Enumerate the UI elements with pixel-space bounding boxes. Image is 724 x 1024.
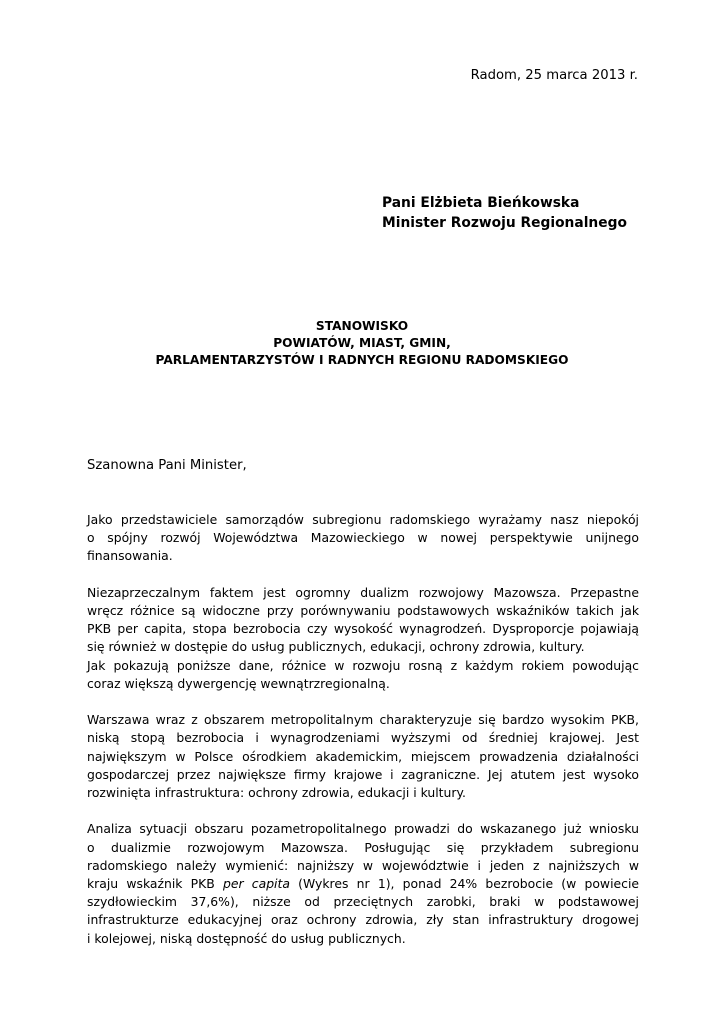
paragraph-line: i kolejowej, niską dostępność do usług publicznych. — [87, 930, 406, 946]
paragraph-line: największym w Polsce ośrodkiem akademickim, miejscem prowadzenia działalności — [87, 748, 639, 764]
paragraph-line: coraz większą dywergencję wewnątrzregionalną. — [87, 675, 390, 691]
paragraph-3 — [87, 711, 639, 802]
paragraph-line: o dualizmie rozwojowym Mazowsza. Posługując się przykładem subregionu — [87, 839, 639, 855]
paragraph-line: się również w dostępie do usług publicznych, edukacji, ochrony zdrowia, kultury. — [87, 639, 585, 655]
paragraph-line: Warszawa wraz z obszarem metropolitalnym charakteryzuje się bardzo wysokim PKB, — [87, 712, 639, 728]
paragraph-line: gospodarczej przez największe firmy krajowe i zagraniczne. Jej atutem jest wysoko — [87, 766, 639, 782]
paragraph-line: rozwinięta infrastruktura: ochrony zdrowia, edukacji i kultury. — [87, 785, 466, 801]
paragraph-line: infrastrukturze edukacyjnej oraz ochrony zdrowia, zły stan infrastruktury drogowej — [87, 912, 639, 928]
paragraph-line: Analiza sytuacji obszaru pozametropolitalnego prowadzi do wskazanego już wniosku — [87, 821, 639, 837]
paragraph-1 — [87, 511, 639, 566]
salutation: Szanowna Pani Minister, — [87, 458, 247, 473]
paragraph-2 — [87, 584, 639, 693]
text-segment: kraju wskaźnik PKB — [87, 876, 223, 892]
paragraph-line: Jako przedstawiciele samorządów subregionu radomskiego wyrażamy nasz niepokój — [87, 512, 639, 527]
paragraph-line: radomskiego należy wymienić: najniższy w województwie i jeden z najniższych w — [87, 857, 639, 873]
heading-line-1: STANOWISKO — [315, 319, 409, 333]
paragraph-line: Niezaprzeczalnym faktem jest ogromny dualizm rozwojowy Mazowsza. Przepastne — [87, 584, 639, 600]
document-heading — [0, 318, 724, 369]
letter-date: Radom, 25 marca 2013 r. — [470, 68, 638, 83]
recipient-title: Minister Rozwoju Regionalnego — [382, 215, 627, 231]
heading-line-3: PARLAMENTARZYSTÓW I RADNYCH REGIONU RADOMSKIEGO — [155, 353, 569, 367]
paragraph-line-mixed — [87, 875, 639, 893]
paragraph-line: finansowania. — [87, 548, 173, 564]
recipient-block — [382, 193, 627, 233]
paragraph-4 — [87, 820, 639, 947]
heading-line-2: POWIATÓW, MIAST, GMIN, — [273, 336, 451, 350]
paragraph-line: niską stopą bezrobocia i wynagrodzeniami wyższymi od średniej krajowej. Jest — [87, 730, 639, 746]
paragraph-line: Jak pokazują poniższe dane, różnice w rozwoju rosną z każdym rokiem powodując — [87, 657, 639, 673]
recipient-name: Pani Elżbieta Bieńkowska — [382, 195, 580, 211]
italic-term: per capita — [223, 876, 290, 892]
paragraph-line: szydłowieckim 37,6%), niższe od przeciętnych zarobki, braki w podstawowej — [87, 894, 639, 910]
paragraph-line: o spójny rozwój Województwa Mazowieckiego w nowej perspektywie unijnego — [87, 530, 639, 546]
letter-body — [87, 511, 639, 966]
paragraph-line: PKB per capita, stopa bezrobocia czy wysokość wynagrodzeń. Dysproporcje pojawiają — [87, 621, 639, 637]
text-segment: (Wykres nr 1), ponad 24% bezrobocie (w powiecie — [289, 876, 640, 892]
paragraph-line: wręcz różnice są widoczne przy porównywaniu podstawowych wskaźników takich jak — [87, 603, 639, 618]
